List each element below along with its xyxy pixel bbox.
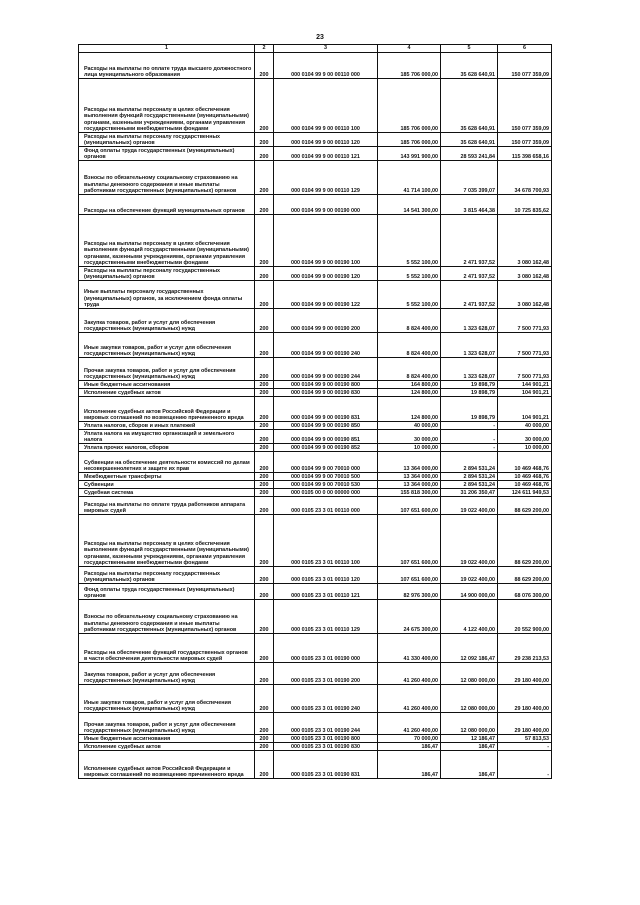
executed-amount: 2 894 531,24 bbox=[441, 481, 498, 489]
table-row bbox=[79, 743, 552, 751]
unexecuted-amount: 88 629 200,00 bbox=[498, 567, 552, 584]
budget-classification-code: 000 0104 99 9 00 00110 120 bbox=[274, 133, 378, 147]
row-code: 200 bbox=[255, 473, 274, 481]
approved-amount: 82 976 300,00 bbox=[378, 584, 441, 600]
row-name: Иные закупки товаров, работ и услуг для обеспечения государственных (муниципальных) нужд bbox=[79, 333, 255, 358]
table-row bbox=[79, 281, 552, 309]
executed-amount: 19 022 400,00 bbox=[441, 515, 498, 567]
unexecuted-amount: 104 901,21 bbox=[498, 389, 552, 397]
executed-amount: 2 471 937,52 bbox=[441, 267, 498, 281]
executed-amount: 19 898,79 bbox=[441, 397, 498, 422]
budget-classification-code: 000 0105 23 3 01 00190 000 bbox=[274, 634, 378, 663]
executed-amount: 28 593 241,84 bbox=[441, 147, 498, 161]
budget-execution-table bbox=[78, 44, 552, 779]
row-code: 200 bbox=[255, 161, 274, 195]
table-row bbox=[79, 430, 552, 444]
budget-classification-code: 000 0104 99 9 00 00110 100 bbox=[274, 79, 378, 133]
budget-classification-code: 000 0104 99 9 00 00190 122 bbox=[274, 281, 378, 309]
row-name: Прочая закупка товаров, работ и услуг для обеспечения государственных (муниципальных) нужд bbox=[79, 358, 255, 381]
executed-amount: 186,47 bbox=[441, 743, 498, 751]
executed-amount: 31 206 350,47 bbox=[441, 489, 498, 497]
unexecuted-amount: 150 077 359,09 bbox=[498, 79, 552, 133]
executed-amount: 35 628 640,91 bbox=[441, 133, 498, 147]
row-name: Расходы на выплаты персоналу в целях обеспечения выполнения функций государственными (муниципальными) органами, казенными учреждениями, органами управления государственными внебюджетными фондами bbox=[79, 515, 255, 567]
row-name: Уплата налогов, сборов и иных платежей bbox=[79, 422, 255, 430]
row-name: Закупка товаров, работ и услуг для обеспечения государственных (муниципальных) нужд bbox=[79, 309, 255, 333]
row-code: 200 bbox=[255, 634, 274, 663]
executed-amount: - bbox=[441, 422, 498, 430]
table-row bbox=[79, 215, 552, 267]
unexecuted-amount: 10 469 468,76 bbox=[498, 452, 552, 473]
row-name: Расходы на обеспечение функций государственных органов в части обеспечения деятельности мировых судей bbox=[79, 634, 255, 663]
unexecuted-amount: 29 180 400,00 bbox=[498, 713, 552, 735]
row-code: 200 bbox=[255, 735, 274, 743]
table-row bbox=[79, 600, 552, 634]
table-row bbox=[79, 584, 552, 600]
budget-classification-code: 000 0104 99 9 00 00110 129 bbox=[274, 161, 378, 195]
executed-amount: 12 080 000,00 bbox=[441, 713, 498, 735]
unexecuted-amount: 34 678 700,93 bbox=[498, 161, 552, 195]
row-code: 200 bbox=[255, 743, 274, 751]
budget-classification-code: 000 0104 99 9 00 00190 800 bbox=[274, 381, 378, 389]
row-name: Межбюджетные трансферты bbox=[79, 473, 255, 481]
table-row bbox=[79, 489, 552, 497]
budget-classification-code: 000 0105 23 3 01 00190 240 bbox=[274, 685, 378, 713]
budget-classification-code: 000 0104 99 9 00 00190 120 bbox=[274, 267, 378, 281]
row-code: 200 bbox=[255, 53, 274, 79]
budget-classification-code: 000 0105 00 0 00 00000 000 bbox=[274, 489, 378, 497]
row-code: 200 bbox=[255, 215, 274, 267]
approved-amount: 8 824 400,00 bbox=[378, 358, 441, 381]
budget-classification-code: 000 0104 99 9 00 70010 000 bbox=[274, 452, 378, 473]
table-row bbox=[79, 663, 552, 685]
executed-amount: 12 092 186,47 bbox=[441, 634, 498, 663]
row-code: 200 bbox=[255, 195, 274, 215]
row-code: 200 bbox=[255, 389, 274, 397]
table-row bbox=[79, 481, 552, 489]
approved-amount: 10 000,00 bbox=[378, 444, 441, 452]
executed-amount: 4 122 400,00 bbox=[441, 600, 498, 634]
row-code: 200 bbox=[255, 663, 274, 685]
table-row bbox=[79, 381, 552, 389]
unexecuted-amount: 150 077 359,09 bbox=[498, 133, 552, 147]
row-code: 200 bbox=[255, 497, 274, 515]
row-name: Фонд оплаты труда государственных (муниципальных) органов bbox=[79, 584, 255, 600]
table-row bbox=[79, 735, 552, 743]
unexecuted-amount: 3 080 162,48 bbox=[498, 215, 552, 267]
table-row bbox=[79, 444, 552, 452]
approved-amount: 107 651 600,00 bbox=[378, 515, 441, 567]
table-row bbox=[79, 53, 552, 79]
row-code: 200 bbox=[255, 397, 274, 422]
executed-amount: 2 471 937,52 bbox=[441, 281, 498, 309]
approved-amount: 41 260 400,00 bbox=[378, 685, 441, 713]
executed-amount: 2 894 531,24 bbox=[441, 473, 498, 481]
unexecuted-amount: 7 500 771,93 bbox=[498, 309, 552, 333]
row-name: Расходы на выплаты персоналу государственных (муниципальных) органов bbox=[79, 267, 255, 281]
row-code: 200 bbox=[255, 685, 274, 713]
approved-amount: 8 824 400,00 bbox=[378, 333, 441, 358]
executed-amount: - bbox=[441, 444, 498, 452]
budget-classification-code: 000 0104 99 9 00 00190 850 bbox=[274, 422, 378, 430]
approved-amount: 143 991 900,00 bbox=[378, 147, 441, 161]
budget-classification-code: 000 0105 23 3 01 00110 121 bbox=[274, 584, 378, 600]
row-name: Расходы на выплаты по оплате труда высшего должностного лица муниципального образования bbox=[79, 53, 255, 79]
table-row bbox=[79, 161, 552, 195]
row-code: 200 bbox=[255, 489, 274, 497]
row-code: 200 bbox=[255, 713, 274, 735]
table-row bbox=[79, 358, 552, 381]
unexecuted-amount: - bbox=[498, 743, 552, 751]
table-row bbox=[79, 195, 552, 215]
unexecuted-amount: 30 000,00 bbox=[498, 430, 552, 444]
approved-amount: 41 260 400,00 bbox=[378, 713, 441, 735]
table-row bbox=[79, 452, 552, 473]
executed-amount: - bbox=[441, 430, 498, 444]
row-code: 200 bbox=[255, 147, 274, 161]
page-number: 23 bbox=[316, 34, 324, 41]
approved-amount: 185 706 000,00 bbox=[378, 133, 441, 147]
unexecuted-amount: 20 552 900,00 bbox=[498, 600, 552, 634]
executed-amount: 19 898,79 bbox=[441, 389, 498, 397]
row-code: 200 bbox=[255, 333, 274, 358]
column-header: 2 bbox=[255, 45, 274, 53]
table-row bbox=[79, 79, 552, 133]
budget-classification-code: 000 0104 99 9 00 00190 852 bbox=[274, 444, 378, 452]
budget-classification-code: 000 0105 23 3 01 00110 129 bbox=[274, 600, 378, 634]
budget-classification-code: 000 0105 23 3 01 00110 100 bbox=[274, 515, 378, 567]
row-code: 200 bbox=[255, 515, 274, 567]
unexecuted-amount: 7 500 771,93 bbox=[498, 333, 552, 358]
row-code: 200 bbox=[255, 430, 274, 444]
unexecuted-amount: 10 469 468,76 bbox=[498, 481, 552, 489]
row-name: Субвенции bbox=[79, 481, 255, 489]
budget-classification-code: 000 0104 99 9 00 70010 530 bbox=[274, 481, 378, 489]
budget-classification-code: 000 0105 23 3 01 00190 831 bbox=[274, 751, 378, 779]
executed-amount: 14 900 000,00 bbox=[441, 584, 498, 600]
column-header: 3 bbox=[274, 45, 378, 53]
row-code: 200 bbox=[255, 79, 274, 133]
unexecuted-amount: 144 901,21 bbox=[498, 381, 552, 389]
budget-classification-code: 000 0104 99 9 00 00110 000 bbox=[274, 53, 378, 79]
table-row bbox=[79, 267, 552, 281]
unexecuted-amount: 124 611 949,53 bbox=[498, 489, 552, 497]
unexecuted-amount: 10 725 835,62 bbox=[498, 195, 552, 215]
budget-classification-code: 000 0104 99 9 00 00110 121 bbox=[274, 147, 378, 161]
row-name: Иные бюджетные ассигнования bbox=[79, 381, 255, 389]
executed-amount: 19 022 400,00 bbox=[441, 497, 498, 515]
approved-amount: 41 260 400,00 bbox=[378, 663, 441, 685]
approved-amount: 124 800,00 bbox=[378, 389, 441, 397]
row-name: Судебная система bbox=[79, 489, 255, 497]
unexecuted-amount: 68 076 300,00 bbox=[498, 584, 552, 600]
executed-amount: 1 323 628,07 bbox=[441, 333, 498, 358]
row-code: 200 bbox=[255, 309, 274, 333]
row-name: Иные закупки товаров, работ и услуг для обеспечения государственных (муниципальных) нужд bbox=[79, 685, 255, 713]
row-name: Расходы на выплаты персоналу государственных (муниципальных) органов bbox=[79, 567, 255, 584]
row-name: Иные бюджетные ассигнования bbox=[79, 735, 255, 743]
budget-classification-code: 000 0105 23 3 01 00190 800 bbox=[274, 735, 378, 743]
budget-classification-code: 000 0105 23 3 01 00110 000 bbox=[274, 497, 378, 515]
executed-amount: 1 323 628,07 bbox=[441, 309, 498, 333]
budget-classification-code: 000 0105 23 3 01 00190 830 bbox=[274, 743, 378, 751]
table-row bbox=[79, 713, 552, 735]
budget-classification-code: 000 0104 99 9 00 00190 831 bbox=[274, 397, 378, 422]
budget-classification-code: 000 0104 99 9 00 00190 830 bbox=[274, 389, 378, 397]
row-name: Иные выплаты персоналу государственных (муниципальных) органов, за исключением фонда оплаты труда bbox=[79, 281, 255, 309]
budget-classification-code: 000 0104 99 9 00 00190 200 bbox=[274, 309, 378, 333]
executed-amount: 2 471 937,52 bbox=[441, 215, 498, 267]
row-name: Фонд оплаты труда государственных (муниципальных) органов bbox=[79, 147, 255, 161]
table-row bbox=[79, 685, 552, 713]
column-header: 5 bbox=[441, 45, 498, 53]
row-name: Расходы на выплаты персоналу в целях обеспечения выполнения функций государственными (муниципальными) органами, казенными учреждениями, органами управления государственными внебюджетными фондами bbox=[79, 79, 255, 133]
row-name: Расходы на обеспечение функций муниципальных органов bbox=[79, 195, 255, 215]
table-row bbox=[79, 422, 552, 430]
table-row bbox=[79, 333, 552, 358]
unexecuted-amount: 115 398 658,16 bbox=[498, 147, 552, 161]
budget-classification-code: 000 0104 99 9 00 00190 000 bbox=[274, 195, 378, 215]
approved-amount: 40 000,00 bbox=[378, 422, 441, 430]
row-name: Взносы по обязательному социальному страхованию на выплаты денежного содержания и иные выплаты работникам государственных (муниципальных) органов bbox=[79, 161, 255, 195]
row-name: Исполнение судебных актов bbox=[79, 389, 255, 397]
approved-amount: 124 800,00 bbox=[378, 397, 441, 422]
row-name: Расходы на выплаты персоналу государственных (муниципальных) органов bbox=[79, 133, 255, 147]
approved-amount: 155 818 300,00 bbox=[378, 489, 441, 497]
table-row bbox=[79, 515, 552, 567]
row-name: Исполнение судебных актов Российской Федерации и мировых соглашений по возмещению причиненного вреда bbox=[79, 751, 255, 779]
approved-amount: 186,47 bbox=[378, 751, 441, 779]
executed-amount: 19 022 400,00 bbox=[441, 567, 498, 584]
approved-amount: 5 552 100,00 bbox=[378, 281, 441, 309]
unexecuted-amount: 29 180 400,00 bbox=[498, 685, 552, 713]
unexecuted-amount: 88 629 200,00 bbox=[498, 515, 552, 567]
unexecuted-amount: 150 077 359,09 bbox=[498, 53, 552, 79]
budget-classification-code: 000 0105 23 3 01 00190 200 bbox=[274, 663, 378, 685]
executed-amount: 35 628 640,91 bbox=[441, 79, 498, 133]
unexecuted-amount: - bbox=[498, 751, 552, 779]
row-name: Уплата налога на имущество организаций и земельного налога bbox=[79, 430, 255, 444]
row-name: Субвенции на обеспечение деятельности комиссий по делам несовершеннолетних и защите их прав bbox=[79, 452, 255, 473]
table-row bbox=[79, 389, 552, 397]
column-header: 1 bbox=[79, 45, 255, 53]
approved-amount: 5 552 100,00 bbox=[378, 215, 441, 267]
approved-amount: 41 330 400,00 bbox=[378, 634, 441, 663]
approved-amount: 186,47 bbox=[378, 743, 441, 751]
approved-amount: 185 706 000,00 bbox=[378, 53, 441, 79]
approved-amount: 13 364 000,00 bbox=[378, 481, 441, 489]
executed-amount: 7 035 399,07 bbox=[441, 161, 498, 195]
approved-amount: 5 552 100,00 bbox=[378, 267, 441, 281]
approved-amount: 13 364 000,00 bbox=[378, 452, 441, 473]
executed-amount: 1 323 628,07 bbox=[441, 358, 498, 381]
executed-amount: 12 080 000,00 bbox=[441, 685, 498, 713]
row-name: Прочая закупка товаров, работ и услуг для обеспечения государственных (муниципальных) нужд bbox=[79, 713, 255, 735]
budget-classification-code: 000 0105 23 3 01 00110 120 bbox=[274, 567, 378, 584]
row-name: Расходы на выплаты персоналу в целях обеспечения выполнения функций государственными (муниципальными) органами, казенными учреждениями, органами управления государственными внебюджетными фондами bbox=[79, 215, 255, 267]
approved-amount: 41 714 100,00 bbox=[378, 161, 441, 195]
unexecuted-amount: 7 500 771,93 bbox=[498, 358, 552, 381]
unexecuted-amount: 10 469 468,76 bbox=[498, 473, 552, 481]
executed-amount: 3 815 464,38 bbox=[441, 195, 498, 215]
row-name: Исполнение судебных актов Российской Федерации и мировых соглашений по возмещению причиненного вреда bbox=[79, 397, 255, 422]
row-code: 200 bbox=[255, 751, 274, 779]
budget-classification-code: 000 0104 99 9 00 00190 100 bbox=[274, 215, 378, 267]
table-row bbox=[79, 147, 552, 161]
table-row bbox=[79, 473, 552, 481]
approved-amount: 14 541 300,00 bbox=[378, 195, 441, 215]
table-row bbox=[79, 751, 552, 779]
unexecuted-amount: 3 080 162,48 bbox=[498, 281, 552, 309]
approved-amount: 24 675 300,00 bbox=[378, 600, 441, 634]
table-row bbox=[79, 309, 552, 333]
unexecuted-amount: 104 901,21 bbox=[498, 397, 552, 422]
executed-amount: 12 080 000,00 bbox=[441, 663, 498, 685]
unexecuted-amount: 88 629 200,00 bbox=[498, 497, 552, 515]
unexecuted-amount: 40 000,00 bbox=[498, 422, 552, 430]
row-code: 200 bbox=[255, 133, 274, 147]
header-row bbox=[79, 45, 552, 53]
row-code: 200 bbox=[255, 422, 274, 430]
row-code: 200 bbox=[255, 600, 274, 634]
approved-amount: 107 651 600,00 bbox=[378, 567, 441, 584]
table-row bbox=[79, 634, 552, 663]
row-code: 200 bbox=[255, 281, 274, 309]
approved-amount: 8 824 400,00 bbox=[378, 309, 441, 333]
row-code: 200 bbox=[255, 452, 274, 473]
budget-classification-code: 000 0104 99 9 00 00190 851 bbox=[274, 430, 378, 444]
unexecuted-amount: 57 813,53 bbox=[498, 735, 552, 743]
row-name: Закупка товаров, работ и услуг для обеспечения государственных (муниципальных) нужд bbox=[79, 663, 255, 685]
approved-amount: 107 651 600,00 bbox=[378, 497, 441, 515]
approved-amount: 185 706 000,00 bbox=[378, 79, 441, 133]
column-header: 6 bbox=[498, 45, 552, 53]
row-code: 200 bbox=[255, 567, 274, 584]
table-row bbox=[79, 497, 552, 515]
unexecuted-amount: 29 238 213,53 bbox=[498, 634, 552, 663]
approved-amount: 13 364 000,00 bbox=[378, 473, 441, 481]
executed-amount: 2 894 531,24 bbox=[441, 452, 498, 473]
approved-amount: 164 800,00 bbox=[378, 381, 441, 389]
row-name: Расходы на выплаты по оплате труда работников аппарата мировых судей bbox=[79, 497, 255, 515]
approved-amount: 30 000,00 bbox=[378, 430, 441, 444]
executed-amount: 35 628 640,91 bbox=[441, 53, 498, 79]
unexecuted-amount: 3 080 162,48 bbox=[498, 267, 552, 281]
table-row bbox=[79, 133, 552, 147]
row-code: 200 bbox=[255, 444, 274, 452]
executed-amount: 186,47 bbox=[441, 751, 498, 779]
row-code: 200 bbox=[255, 481, 274, 489]
row-name: Уплата прочих налогов, сборов bbox=[79, 444, 255, 452]
row-code: 200 bbox=[255, 381, 274, 389]
executed-amount: 19 898,79 bbox=[441, 381, 498, 389]
table-row bbox=[79, 397, 552, 422]
table-row bbox=[79, 567, 552, 584]
budget-classification-code: 000 0105 23 3 01 00190 244 bbox=[274, 713, 378, 735]
budget-classification-code: 000 0104 99 9 00 70010 500 bbox=[274, 473, 378, 481]
unexecuted-amount: 10 000,00 bbox=[498, 444, 552, 452]
approved-amount: 70 000,00 bbox=[378, 735, 441, 743]
row-code: 200 bbox=[255, 584, 274, 600]
row-name: Взносы по обязательному социальному страхованию на выплаты денежного содержания и иные выплаты работникам государственных (муниципальных) органов bbox=[79, 600, 255, 634]
row-code: 200 bbox=[255, 267, 274, 281]
row-code: 200 bbox=[255, 358, 274, 381]
executed-amount: 12 186,47 bbox=[441, 735, 498, 743]
column-header: 4 bbox=[378, 45, 441, 53]
unexecuted-amount: 29 180 400,00 bbox=[498, 663, 552, 685]
budget-classification-code: 000 0104 99 9 00 00190 244 bbox=[274, 358, 378, 381]
budget-classification-code: 000 0104 99 9 00 00190 240 bbox=[274, 333, 378, 358]
row-name: Исполнение судебных актов bbox=[79, 743, 255, 751]
